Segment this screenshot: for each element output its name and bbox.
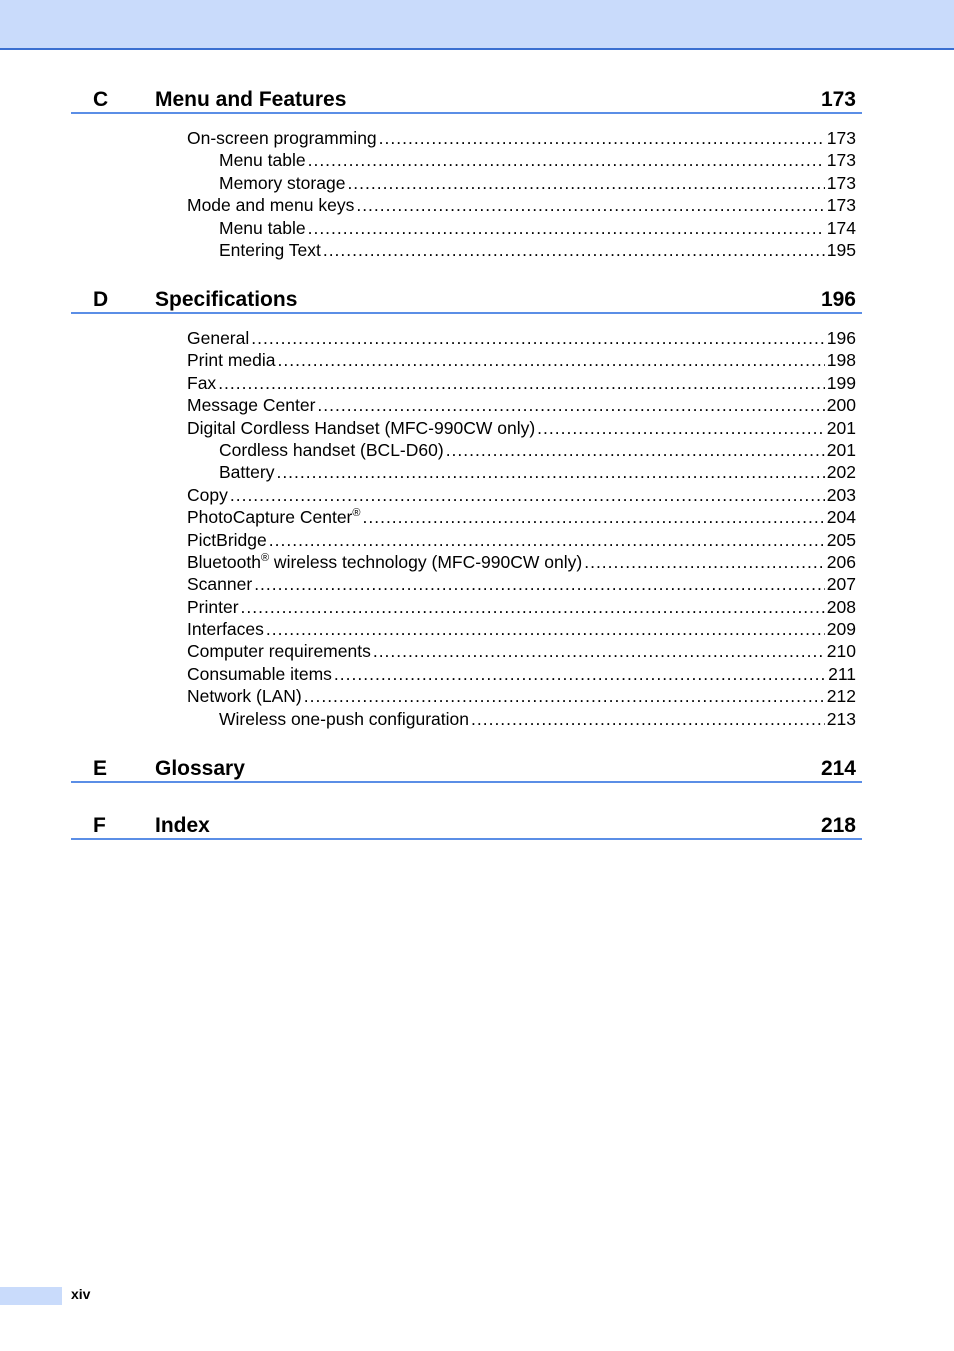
toc-entry-label: Printer <box>187 596 239 617</box>
dot-leader <box>266 619 825 640</box>
footer-band <box>0 1287 62 1305</box>
chapter-letter: E <box>93 757 108 780</box>
toc-entry-page: 210 <box>826 641 856 662</box>
chapter-title: Index <box>155 814 210 837</box>
toc-entry[interactable] <box>187 552 856 574</box>
toc-entry-label: Cordless handset (BCL-D60) <box>219 439 444 460</box>
chapter-page: 218 <box>820 814 856 837</box>
dot-leader <box>471 709 825 730</box>
dot-leader <box>356 195 824 216</box>
toc-entry-label: Consumable items <box>187 663 332 684</box>
toc-entry[interactable] <box>187 530 856 552</box>
toc-entry-label: Mode and menu keys <box>187 195 355 216</box>
toc-entry[interactable] <box>187 574 856 596</box>
dot-leader <box>347 173 824 194</box>
toc-entry[interactable] <box>187 485 856 507</box>
toc-entry-label: Message Center <box>187 395 316 416</box>
dot-leader <box>308 150 825 171</box>
toc-entry[interactable] <box>187 641 856 663</box>
toc-entry-label: PictBridge <box>187 529 267 550</box>
dot-leader <box>276 462 824 483</box>
toc-entry-label: Computer requirements <box>187 641 371 662</box>
chapter-heading-d[interactable] <box>71 288 862 314</box>
toc-entry-page: 205 <box>826 529 856 550</box>
toc-entry-label: Menu table <box>219 150 306 171</box>
dot-leader <box>584 552 825 573</box>
toc-entry[interactable] <box>187 350 856 372</box>
toc-entry[interactable] <box>187 440 856 462</box>
toc-entry[interactable] <box>187 240 856 262</box>
toc-entry-page: 173 <box>826 195 856 216</box>
registered-mark: ® <box>260 552 270 565</box>
toc-entry[interactable] <box>187 328 856 350</box>
chapter-letter: F <box>93 814 106 837</box>
toc-entry[interactable] <box>187 150 856 172</box>
toc-entry-label: Battery <box>219 462 275 483</box>
toc-entry[interactable] <box>187 395 856 417</box>
chapter-heading-c[interactable] <box>71 88 862 114</box>
toc-entry-label: On-screen programming <box>187 128 377 148</box>
toc-entry-page: 173 <box>826 150 856 171</box>
dot-leader <box>241 597 825 618</box>
toc-entry-page: 200 <box>826 395 856 416</box>
toc-entry-page: 201 <box>826 439 856 460</box>
toc-entry-page: 209 <box>826 619 856 640</box>
toc-entry-page: 208 <box>826 596 856 617</box>
chapter-title: Specifications <box>155 288 298 311</box>
toc-entry-page: 195 <box>826 239 856 260</box>
chapter-heading-e[interactable] <box>71 757 862 783</box>
page-number: xiv <box>71 1286 91 1302</box>
toc-entry-label: Wireless one-push configuration <box>219 708 469 729</box>
dot-leader <box>317 395 824 416</box>
toc-entry-page: 173 <box>826 172 856 193</box>
dot-leader <box>278 350 825 371</box>
toc-entry-label: Digital Cordless Handset (MFC-990CW only) <box>187 417 536 438</box>
chapter-page: 196 <box>820 288 856 311</box>
toc-entry-page: 204 <box>826 507 856 528</box>
dot-leader <box>308 218 825 239</box>
toc-entry[interactable] <box>187 597 856 619</box>
dot-leader <box>230 485 825 506</box>
toc-entry-page: 196 <box>826 328 856 348</box>
dot-leader <box>251 328 825 349</box>
toc-entry-page: 203 <box>826 484 856 505</box>
toc-entry-label: Copy <box>187 484 228 505</box>
toc-entry[interactable] <box>187 686 856 708</box>
toc-entry[interactable] <box>187 218 856 240</box>
toc-entry-page: 206 <box>826 551 856 572</box>
toc-entry-label: PhotoCapture Center® <box>187 507 361 528</box>
toc-entry-page: 174 <box>826 217 856 238</box>
toc-entry[interactable] <box>187 373 856 395</box>
toc-entry-label: Entering Text <box>219 239 321 260</box>
toc-entry[interactable] <box>187 195 856 217</box>
toc-entry-page: 211 <box>828 663 856 684</box>
toc-entry[interactable] <box>187 173 856 195</box>
toc-entry-page: 173 <box>826 128 856 148</box>
toc-entry[interactable] <box>187 664 856 686</box>
header-band <box>0 0 954 50</box>
dot-leader <box>446 440 825 461</box>
toc-entries-d <box>187 328 856 731</box>
toc-entry-page: 201 <box>826 417 856 438</box>
toc-entries-c <box>187 128 856 262</box>
chapter-letter: D <box>93 288 109 311</box>
dot-leader <box>254 574 825 595</box>
toc-entry-page: 213 <box>826 708 856 729</box>
toc-entry[interactable] <box>187 619 856 641</box>
toc-entry[interactable] <box>187 128 856 150</box>
chapter-letter: C <box>93 88 109 111</box>
toc-entry-page: 198 <box>826 350 856 371</box>
toc-entry-label: General <box>187 328 250 348</box>
toc-entry-label: Menu table <box>219 217 306 238</box>
toc-entry[interactable] <box>187 418 856 440</box>
dot-leader <box>363 507 825 528</box>
toc-entry-label: Fax <box>187 372 217 393</box>
toc-entry-label: Print media <box>187 350 276 371</box>
toc-entry[interactable] <box>187 709 856 731</box>
chapter-heading-f[interactable] <box>71 814 862 840</box>
chapter-title: Glossary <box>155 757 245 780</box>
dot-leader <box>537 418 825 439</box>
toc-entry-page: 207 <box>826 574 856 595</box>
toc-entry-label: Memory storage <box>219 172 346 193</box>
dot-leader <box>334 664 826 685</box>
dot-leader <box>269 530 825 551</box>
chapter-title: Menu and Features <box>155 88 347 111</box>
toc-entry-label: Interfaces <box>187 619 264 640</box>
toc-entry-page: 212 <box>826 686 856 707</box>
toc-entry-label: Scanner <box>187 574 253 595</box>
toc-entry-label: Network (LAN) <box>187 686 302 707</box>
dot-leader <box>218 373 825 394</box>
dot-leader <box>304 686 825 707</box>
toc-entry[interactable] <box>187 462 856 484</box>
dot-leader <box>379 128 825 149</box>
toc-entry[interactable] <box>187 507 856 529</box>
registered-mark: ® <box>352 507 361 520</box>
toc-entry-page: 202 <box>826 462 856 483</box>
toc-entry-page: 199 <box>826 372 856 393</box>
dot-leader <box>323 240 825 261</box>
chapter-page: 214 <box>820 757 856 780</box>
toc-entry-label: Bluetooth® wireless technology (MFC-990CW only) <box>187 551 583 572</box>
dot-leader <box>373 641 825 662</box>
chapter-page: 173 <box>820 88 856 111</box>
